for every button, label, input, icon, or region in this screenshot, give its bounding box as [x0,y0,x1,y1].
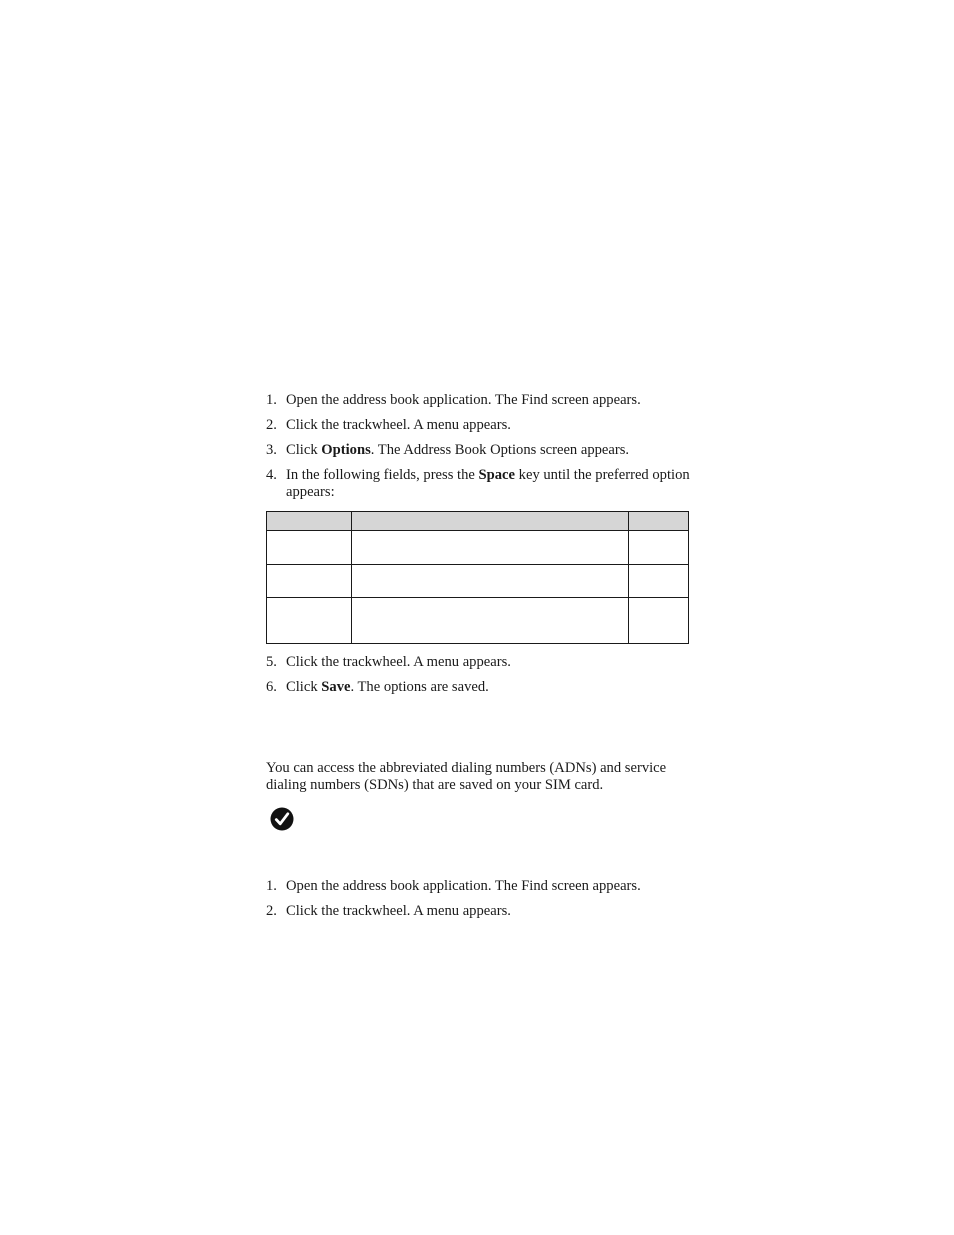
step-text: Click the trackwheel. A menu appears. [286,417,511,433]
step-number: 4. [266,467,277,483]
step-number: 2. [266,903,277,919]
step-number: 1. [266,392,277,408]
header-cell-description [352,512,629,531]
sim-card-paragraph: You can access the abbreviated dialing numbers (ADNs) and service dialing numbers (SDNs) that are saved on your SIM card. [266,760,667,793]
step-number: 3. [266,442,277,458]
space-key-term: Space [478,467,516,483]
table-row [267,531,689,565]
step-text: Open the address book application. The Find screen appears. [286,878,641,894]
options-table [266,511,689,644]
step-text: Click the trackwheel. A menu appears. [286,654,511,670]
header-cell-field [267,512,352,531]
table-cell [352,531,629,565]
table-cell [629,598,689,644]
step-number: 6. [266,679,277,695]
table-cell [352,598,629,644]
checkmark-icon [270,807,294,831]
step-text: Click Options. The Address Book Options screen appears. [286,442,630,458]
options-term: Options [321,442,371,458]
header-cell-default [629,512,689,531]
save-term: Save [321,679,351,695]
step-text: In the following fields, press the Space key until the preferred option appears: [286,467,690,500]
table-cell [267,598,352,644]
step-text: Click Save. The options are saved. [286,679,489,695]
table-row [267,565,689,598]
table-cell [352,565,629,598]
step-number: 5. [266,654,277,670]
table-cell [267,531,352,565]
table-cell [629,531,689,565]
table-cell [629,565,689,598]
step-text: Click the trackwheel. A menu appears. [286,903,511,919]
step-text: Open the address book application. The Find screen appears. [286,392,641,408]
table-header-row [267,512,689,531]
step-number: 2. [266,417,277,433]
step-number: 1. [266,878,277,894]
table-row [267,598,689,644]
table-cell [267,565,352,598]
